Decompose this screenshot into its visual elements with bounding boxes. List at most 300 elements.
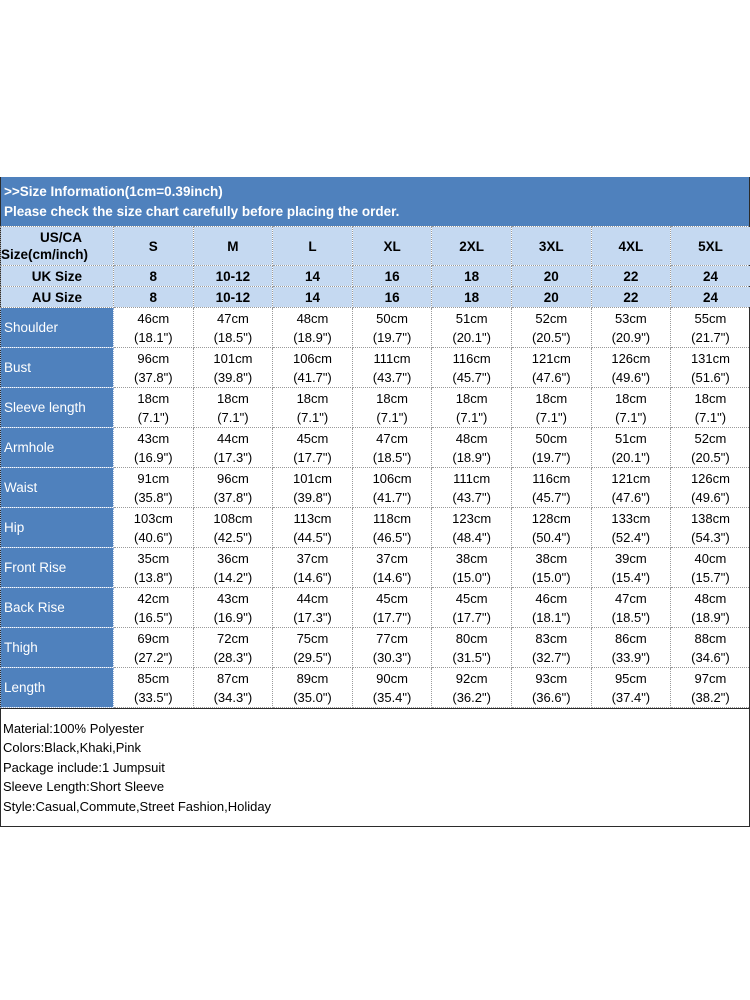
measurement-cm: 116cm — [532, 470, 571, 486]
measurement-cell — [114, 428, 194, 468]
measurement-cm: 35cm — [137, 550, 170, 566]
uk-size-value: 20 — [511, 266, 591, 287]
measurement-inch: (13.8") — [134, 569, 173, 585]
us-size-label — [1, 227, 114, 266]
measurement-cm: 126cm — [611, 350, 651, 366]
measurement-cm: 47cm — [614, 590, 647, 606]
uk-size-row — [1, 266, 750, 287]
size-info-banner — [1, 177, 749, 226]
measurement-inch: (46.5") — [372, 529, 412, 545]
measurement-cell — [591, 628, 671, 668]
measurement-cell — [511, 668, 591, 708]
measurement-cm: 118cm — [373, 510, 412, 526]
measurement-cell — [591, 348, 671, 388]
measurement-inch: (35.8") — [134, 489, 173, 505]
measurement-inch: (15.7") — [691, 569, 730, 585]
measurement-cm: 38cm — [455, 550, 488, 566]
measurement-label: Armhole — [1, 428, 114, 468]
measurement-cm: 47cm — [376, 430, 408, 446]
measurement-cell — [511, 428, 591, 468]
measurement-cm: 106cm — [292, 350, 332, 366]
measurement-cm: 18cm — [216, 390, 249, 406]
measurement-cm: 90cm — [376, 670, 408, 686]
measurement-cm: 111cm — [453, 470, 491, 486]
measurement-inch: (18.1") — [134, 329, 173, 345]
measurement-cell — [591, 468, 671, 508]
product-info — [0, 708, 750, 827]
measurement-cell — [273, 308, 353, 348]
au-size-value: 14 — [273, 287, 353, 308]
au-size-value: 22 — [591, 287, 671, 308]
uk-size-value: 8 — [114, 266, 194, 287]
us-size-label-line: US/CA — [39, 230, 82, 245]
measurement-cell — [432, 628, 512, 668]
measurement-cm: 108cm — [213, 510, 253, 526]
measurement-cell — [273, 588, 353, 628]
measurement-cell — [273, 428, 353, 468]
measurement-cell — [193, 588, 273, 628]
measurement-cm: 42cm — [137, 590, 170, 606]
measurement-cm: 18cm — [614, 390, 647, 406]
measurement-cell — [352, 428, 432, 468]
measurement-inch: (37.4") — [611, 689, 651, 705]
measurement-cm: 91cm — [137, 470, 170, 486]
measurement-inch: (43.7") — [372, 369, 412, 385]
measurement-inch: (21.7") — [691, 329, 730, 345]
measurement-inch: (33.5") — [134, 689, 173, 705]
measurement-label: Front Rise — [1, 548, 114, 588]
au-size-value: 8 — [114, 287, 194, 308]
measurement-cell — [352, 348, 432, 388]
measurement-cm: 51cm — [455, 310, 488, 326]
uk-size-value: 24 — [671, 266, 750, 287]
measurement-inch: (27.2") — [134, 649, 173, 665]
measurement-inch: (32.7") — [531, 649, 571, 665]
measurement-cm: 38cm — [535, 550, 568, 566]
measurement-row — [1, 668, 750, 708]
au-size-value: 18 — [432, 287, 512, 308]
measurement-inch: (34.6") — [691, 649, 730, 665]
measurement-cm: 45cm — [455, 590, 488, 606]
us-size-label-line: Size(cm/inch) — [1, 247, 89, 262]
measurement-cell — [114, 348, 194, 388]
measurement-cell — [591, 588, 671, 628]
measurement-cm: 48cm — [455, 430, 488, 446]
measurement-cm: 101cm — [292, 470, 332, 486]
measurement-cm: 131cm — [690, 350, 730, 366]
measurement-cell — [432, 348, 512, 388]
measurement-cm: 48cm — [694, 590, 727, 606]
measurement-cm: 18cm — [137, 390, 170, 406]
product-info-line: Sleeve Length:Short Sleeve — [3, 779, 165, 795]
measurement-cm: 45cm — [296, 430, 329, 446]
measurement-cm: 133cm — [611, 510, 651, 526]
measurement-cell — [671, 508, 750, 548]
measurement-cell — [671, 548, 750, 588]
measurement-cell — [193, 348, 273, 388]
measurement-cm: 111cm — [373, 350, 411, 366]
measurement-cm: 80cm — [455, 630, 488, 646]
measurement-inch: (41.7") — [372, 489, 412, 505]
measurement-inch: (43.7") — [452, 489, 491, 505]
size-header-s: S — [114, 227, 194, 266]
measurement-cm: 50cm — [376, 310, 408, 326]
measurement-cell — [511, 508, 591, 548]
measurement-cell — [114, 388, 194, 428]
measurement-inch: (36.2") — [452, 689, 491, 705]
measurement-cell — [193, 308, 273, 348]
measurement-inch: (39.8") — [213, 369, 253, 385]
measurement-inch: (19.7") — [372, 329, 412, 345]
measurement-row — [1, 428, 750, 468]
product-info-line: Package include:1 Jumpsuit — [3, 759, 165, 775]
measurement-inch: (28.3") — [213, 649, 253, 665]
measurement-label: Sleeve length — [1, 388, 114, 428]
measurement-cm: 113cm — [293, 510, 332, 526]
measurement-cm: 48cm — [296, 310, 329, 326]
measurement-inch: (31.5") — [452, 649, 491, 665]
measurement-cm: 18cm — [694, 390, 727, 406]
measurement-cell — [671, 308, 750, 348]
measurement-inch: (35.4") — [372, 689, 412, 705]
measurement-inch: (15.0") — [452, 569, 491, 585]
product-info-line: Style:Casual,Commute,Street Fashion,Holiday — [3, 798, 272, 814]
measurement-cell — [432, 508, 512, 548]
measurement-inch: (20.1") — [452, 329, 491, 345]
measurement-cm: 92cm — [455, 670, 488, 686]
measurement-cell — [671, 348, 750, 388]
measurement-cell — [193, 388, 273, 428]
size-chart — [0, 177, 750, 827]
measurement-cell — [193, 668, 273, 708]
measurement-cm: 128cm — [531, 510, 571, 526]
measurement-cell — [511, 548, 591, 588]
measurement-inch: (20.5") — [531, 329, 571, 345]
measurement-cell — [352, 388, 432, 428]
measurement-cell — [193, 468, 273, 508]
measurement-inch: (40.6") — [134, 529, 173, 545]
measurement-cell — [114, 508, 194, 548]
measurement-cell — [273, 388, 353, 428]
size-info-notice: Please check the size chart carefully before placing the order. — [4, 204, 400, 219]
measurement-cell — [273, 348, 353, 388]
measurement-inch: (19.7") — [531, 449, 571, 465]
measurement-inch: (37.8") — [134, 369, 173, 385]
measurement-cell — [114, 468, 194, 508]
measurement-cell — [352, 468, 432, 508]
measurement-inch: (34.3") — [213, 689, 253, 705]
au-size-value: 10-12 — [193, 287, 273, 308]
measurement-inch: (33.9") — [611, 649, 651, 665]
measurement-cm: 37cm — [376, 550, 408, 566]
measurement-inch: (7.1") — [694, 409, 727, 425]
measurement-inch: (7.1") — [455, 409, 488, 425]
measurement-inch: (20.5") — [691, 449, 730, 465]
measurement-cm: 43cm — [137, 430, 170, 446]
measurement-cell — [432, 588, 512, 628]
measurement-cell — [432, 468, 512, 508]
size-header-m: M — [193, 227, 273, 266]
measurement-cm: 72cm — [216, 630, 249, 646]
measurement-cm: 50cm — [535, 430, 568, 446]
measurement-inch: (15.0") — [531, 569, 571, 585]
measurement-cm: 39cm — [614, 550, 647, 566]
measurement-cm: 89cm — [296, 670, 329, 686]
measurement-inch: (49.6") — [691, 489, 730, 505]
measurement-cm: 77cm — [376, 630, 408, 646]
measurement-inch: (47.6") — [611, 489, 651, 505]
measurement-cell — [591, 308, 671, 348]
measurement-inch: (41.7") — [293, 369, 332, 385]
size-header-l: L — [273, 227, 353, 266]
uk-size-value: 22 — [591, 266, 671, 287]
measurement-cm: 18cm — [455, 390, 488, 406]
measurement-inch: (37.8") — [213, 489, 253, 505]
measurement-cell — [591, 508, 671, 548]
size-info-title: >>Size Information(1cm=0.39inch) — [4, 184, 223, 199]
measurement-cm: 126cm — [690, 470, 730, 486]
measurement-cm: 55cm — [694, 310, 727, 326]
measurement-cell — [114, 588, 194, 628]
measurement-inch: (44.5") — [293, 529, 332, 545]
measurement-cell — [671, 668, 750, 708]
measurement-cell — [432, 428, 512, 468]
size-table — [0, 226, 750, 708]
measurement-cm: 121cm — [611, 470, 651, 486]
measurement-cell — [193, 508, 273, 548]
uk-size-value: 16 — [352, 266, 432, 287]
measurement-inch: (18.5") — [611, 609, 651, 625]
measurement-row — [1, 348, 750, 388]
measurement-inch: (18.1") — [531, 609, 571, 625]
measurement-cell — [352, 548, 432, 588]
measurement-label: Back Rise — [1, 588, 114, 628]
measurement-inch: (16.9") — [134, 449, 173, 465]
measurement-inch: (17.3") — [213, 449, 253, 465]
measurement-inch: (51.6") — [691, 369, 730, 385]
measurement-cm: 36cm — [216, 550, 249, 566]
measurement-cell — [432, 548, 512, 588]
measurement-inch: (17.7") — [372, 609, 412, 625]
measurement-cell — [671, 428, 750, 468]
measurement-inch: (20.1") — [611, 449, 651, 465]
measurement-cell — [352, 508, 432, 548]
measurement-inch: (15.4") — [611, 569, 651, 585]
measurement-cell — [114, 668, 194, 708]
measurement-cm: 85cm — [137, 670, 170, 686]
size-header-xl: XL — [352, 227, 432, 266]
measurement-inch: (18.9") — [691, 609, 730, 625]
measurement-cell — [273, 628, 353, 668]
measurement-cm: 83cm — [535, 630, 568, 646]
au-size-row — [1, 287, 750, 308]
measurement-cm: 116cm — [452, 350, 491, 366]
measurement-cell — [273, 548, 353, 588]
measurement-cm: 18cm — [296, 390, 329, 406]
measurement-inch: (45.7") — [531, 489, 571, 505]
measurement-cm: 88cm — [694, 630, 727, 646]
uk-size-value: 10-12 — [193, 266, 273, 287]
measurement-inch: (16.5") — [134, 609, 173, 625]
measurement-cell — [511, 348, 591, 388]
measurement-cm: 96cm — [216, 470, 249, 486]
measurement-cm: 86cm — [614, 630, 647, 646]
measurement-cell — [671, 388, 750, 428]
au-size-value: 20 — [511, 287, 591, 308]
measurement-cell — [591, 668, 671, 708]
measurement-cm: 44cm — [296, 590, 329, 606]
measurement-cm: 18cm — [376, 390, 408, 406]
measurement-inch: (7.1") — [615, 409, 647, 425]
size-header-2xl: 2XL — [432, 227, 512, 266]
au-size-value: 16 — [352, 287, 432, 308]
measurement-inch: (7.1") — [137, 409, 169, 425]
product-info-line: Material:100% Polyester — [3, 721, 144, 736]
measurement-cm: 121cm — [531, 350, 571, 366]
measurement-inch: (42.5") — [213, 529, 253, 545]
measurement-inch: (49.6") — [611, 369, 651, 385]
measurement-inch: (7.1") — [535, 409, 567, 425]
measurement-inch: (14.2") — [213, 569, 253, 585]
measurement-row — [1, 468, 750, 508]
measurement-cell — [273, 468, 353, 508]
measurement-cm: 43cm — [216, 590, 249, 606]
measurement-inch: (14.6") — [293, 569, 332, 585]
measurement-cm: 37cm — [296, 550, 329, 566]
measurement-label: Bust — [1, 348, 114, 388]
measurement-cell — [114, 548, 194, 588]
measurement-inch: (39.8") — [293, 489, 332, 505]
measurement-cm: 69cm — [137, 630, 170, 646]
measurement-cm: 45cm — [376, 590, 408, 606]
measurement-cell — [193, 548, 273, 588]
measurement-inch: (38.2") — [691, 689, 730, 705]
measurement-cell — [511, 588, 591, 628]
measurement-cell — [193, 628, 273, 668]
measurement-inch: (18.5") — [213, 329, 253, 345]
measurement-inch: (35.0") — [293, 689, 332, 705]
measurement-row — [1, 628, 750, 668]
measurement-cm: 52cm — [535, 310, 568, 326]
measurement-row — [1, 308, 750, 348]
measurement-inch: (30.3") — [372, 649, 412, 665]
measurement-cell — [511, 388, 591, 428]
measurement-cm: 93cm — [535, 670, 568, 686]
measurement-row — [1, 548, 750, 588]
measurement-inch: (36.6") — [531, 689, 571, 705]
measurement-cm: 95cm — [614, 670, 647, 686]
measurement-cm: 44cm — [216, 430, 249, 446]
measurement-label: Length — [1, 668, 114, 708]
measurement-cell — [432, 308, 512, 348]
measurement-cell — [432, 668, 512, 708]
measurement-cm: 138cm — [690, 510, 730, 526]
measurement-cell — [671, 628, 750, 668]
measurement-cell — [511, 308, 591, 348]
measurement-inch: (17.7") — [452, 609, 491, 625]
measurement-cell — [591, 388, 671, 428]
measurement-cell — [273, 508, 353, 548]
measurement-inch: (18.5") — [372, 449, 412, 465]
measurement-cm: 52cm — [694, 430, 727, 446]
measurement-cm: 106cm — [372, 470, 412, 486]
measurement-inch: (18.9") — [452, 449, 491, 465]
uk-size-label: UK Size — [1, 266, 114, 287]
measurement-inch: (20.9") — [611, 329, 651, 345]
size-header-4xl: 4XL — [591, 227, 671, 266]
measurement-cm: 53cm — [614, 310, 647, 326]
measurement-cell — [432, 388, 512, 428]
measurement-cell — [352, 308, 432, 348]
measurement-cm: 123cm — [452, 510, 492, 526]
uk-size-value: 14 — [273, 266, 353, 287]
measurement-cm: 40cm — [694, 550, 727, 566]
measurement-label: Thigh — [1, 628, 114, 668]
measurement-label: Shoulder — [1, 308, 114, 348]
measurement-cm: 46cm — [137, 310, 170, 326]
measurement-cell — [352, 628, 432, 668]
au-size-value: 24 — [671, 287, 750, 308]
measurement-cm: 97cm — [694, 670, 727, 686]
measurement-inch: (54.3") — [691, 529, 730, 545]
measurement-cell — [671, 588, 750, 628]
measurement-inch: (47.6") — [531, 369, 571, 385]
measurement-cell — [273, 668, 353, 708]
measurement-row — [1, 508, 750, 548]
measurement-cm: 103cm — [133, 510, 173, 526]
measurement-label: Hip — [1, 508, 114, 548]
measurement-cm: 87cm — [216, 670, 249, 686]
measurement-row — [1, 588, 750, 628]
measurement-cm: 51cm — [614, 430, 647, 446]
measurement-cm: 47cm — [216, 310, 249, 326]
uk-size-value: 18 — [432, 266, 512, 287]
measurement-inch: (14.6") — [372, 569, 412, 585]
measurement-inch: (48.4") — [452, 529, 491, 545]
measurement-cell — [591, 428, 671, 468]
product-info-line: Colors:Black,Khaki,Pink — [3, 740, 141, 756]
measurement-inch: (7.1") — [296, 409, 329, 425]
measurement-cm: 75cm — [296, 630, 329, 646]
measurement-cell — [114, 308, 194, 348]
size-header-3xl: 3XL — [511, 227, 591, 266]
au-size-label: AU Size — [1, 287, 114, 308]
measurement-cell — [671, 468, 750, 508]
measurement-cell — [591, 548, 671, 588]
measurement-cm: 96cm — [137, 350, 170, 366]
measurement-inch: (29.5") — [293, 649, 332, 665]
measurement-cm: 46cm — [535, 590, 568, 606]
measurement-cell — [511, 628, 591, 668]
measurement-cm: 101cm — [213, 350, 253, 366]
measurement-inch: (17.7") — [293, 449, 332, 465]
measurement-inch: (18.9") — [293, 329, 332, 345]
measurement-inch: (7.1") — [376, 409, 408, 425]
measurement-cell — [114, 628, 194, 668]
measurement-inch: (16.9") — [213, 609, 253, 625]
measurement-cell — [511, 468, 591, 508]
measurement-inch: (52.4") — [611, 529, 651, 545]
measurement-inch: (7.1") — [217, 409, 249, 425]
measurement-inch: (17.3") — [293, 609, 332, 625]
measurement-inch: (50.4") — [531, 529, 571, 545]
measurement-label: Waist — [1, 468, 114, 508]
us-size-header-row — [1, 227, 750, 266]
measurement-cell — [352, 588, 432, 628]
measurement-cell — [352, 668, 432, 708]
measurement-cm: 18cm — [535, 390, 568, 406]
measurement-cell — [193, 428, 273, 468]
